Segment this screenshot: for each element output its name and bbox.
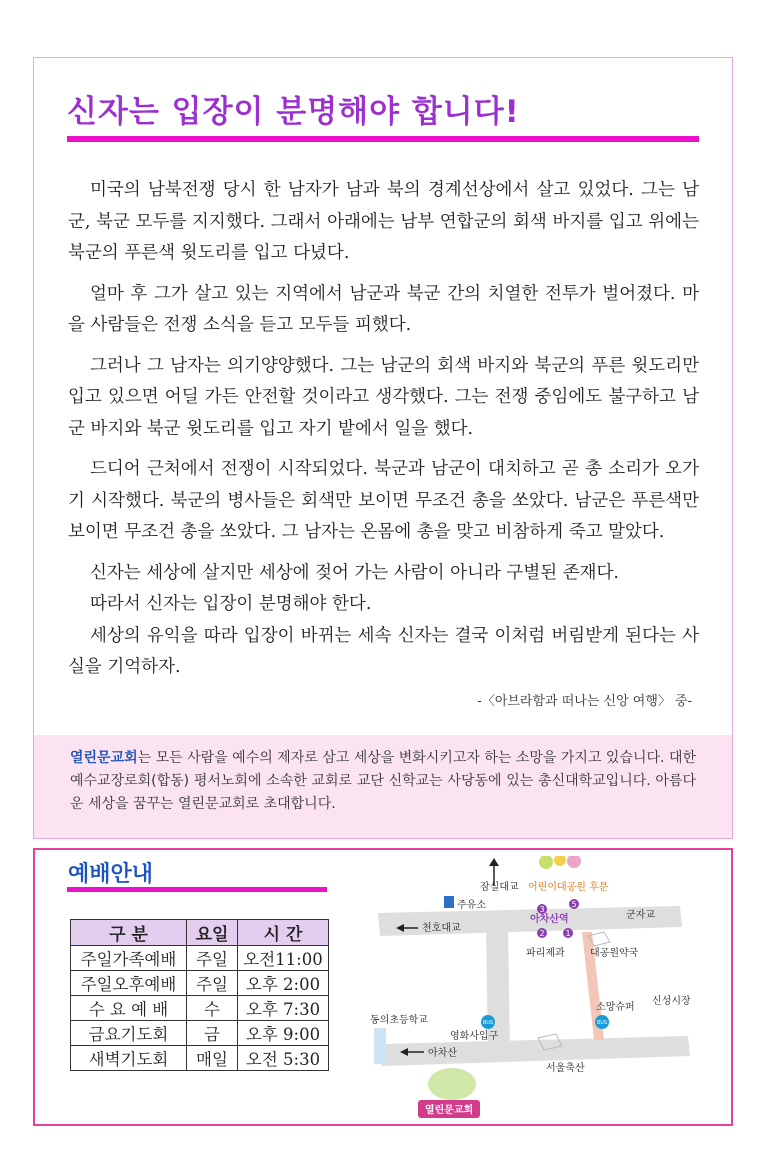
paragraph: 미국의 남북전쟁 당시 한 남자가 남과 북의 경계선상에서 살고 있었다. 그는 남군, 북군 모두를 지지했다. 그래서 아래에는 남부 연합군의 회색 바지를 입고 위에는 북군의 푸른색 윗도리를 입고 다녔다. [68, 180, 699, 263]
paragraph: 신자는 세상에 살지만 세상에 젖어 가는 사람이 아니라 구별된 존재다. [90, 562, 619, 583]
map-label-butcher: 서울축산 [546, 1063, 585, 1074]
bus-label: BUS [596, 1020, 608, 1026]
exit-number: 3 [539, 905, 545, 914]
service-name: 주일가족예배 [71, 946, 187, 971]
worship-schedule-table [70, 919, 329, 1071]
service-name: 수 요 예 배 [71, 996, 187, 1021]
table-row [71, 971, 329, 996]
map-label-achasan: 아차산 [428, 1048, 457, 1059]
worship-title: 예배안내 [68, 862, 154, 887]
service-time: 오전 5:30 [238, 1046, 329, 1071]
exit-number: 1 [565, 929, 571, 938]
map-label-pharmacy: 대공원약국 [590, 948, 639, 959]
paragraph: 그러나 그 남자는 의기양양했다. 그는 남군의 회색 바지와 북군의 푸른 윗도리만 입고 있으면 어딜 가든 안전할 것이라고 생각했다. 그는 전쟁 중임에도 불구하고 남군 바지와 북군 윗도리를 입고 자기 밭에서 일을 했다. [68, 355, 699, 439]
church-name: 열린문교회 [70, 750, 138, 766]
article-source: -〈아브라함과 떠나는 신앙 여행〉 중- [477, 694, 692, 709]
bus-label: BUS [482, 1020, 494, 1026]
map-label-entrance: 영화사입구 [450, 1031, 499, 1042]
service-time: 오후 2:00 [238, 971, 329, 996]
tree-icon [554, 856, 566, 866]
table-row [71, 1021, 329, 1046]
gas-station-icon [444, 896, 454, 908]
church-illustration-icon [428, 1068, 476, 1100]
church-intro [34, 735, 732, 838]
exit-number: 5 [571, 900, 577, 909]
location-map [360, 856, 720, 1122]
exit-number: 2 [539, 929, 545, 938]
map-label-jamsil: 잠실대교 [480, 882, 519, 893]
service-day: 수 [187, 996, 238, 1021]
paragraph: 드디어 근처에서 전쟁이 시작되었다. 북군과 남군이 대치하고 곧 총 소리가 오가기 시작했다. 북군의 병사들은 회색만 보이면 무조건 총을 쏘았다. 남군은 푸른색만 보이면 무조건 총을 쏘았다. 그 남자는 온몸에 총을 맞고 비참하게 죽고 말았다. [68, 459, 699, 542]
service-name: 주일오후예배 [71, 971, 187, 996]
service-time: 오후 9:00 [238, 1021, 329, 1046]
tree-icon [539, 856, 553, 869]
table-row [71, 996, 329, 1021]
header-category: 구 분 [71, 920, 187, 946]
paragraph: 얼마 후 그가 살고 있는 지역에서 남군과 북군 간의 치열한 전투가 벌어졌다. 마을 사람들은 전쟁 소식을 듣고 모두들 피했다. [68, 283, 699, 335]
church-label: 열린문교회 [424, 1105, 474, 1116]
map-road-side [374, 1028, 386, 1064]
map-label-paris: 파리제과 [526, 948, 565, 959]
map-label-cheonho: 천호대교 [422, 923, 461, 934]
title-underline [67, 136, 699, 142]
paragraph: 세상의 유익을 따라 입장이 바뀌는 세속 신자는 결국 이처럼 버림받게 된다는 사실을 기억하자. [68, 625, 699, 677]
map-label-gas: 주유소 [457, 900, 486, 911]
map-label-station: 아차산역 [530, 914, 569, 925]
service-day: 매일 [187, 1046, 238, 1071]
worship-underline [67, 887, 327, 892]
table-row [71, 946, 329, 971]
flower-icon [567, 856, 581, 868]
map-label-somang: 소망슈퍼 [596, 1002, 635, 1013]
map-label-park: 어린이대공원 후문 [528, 882, 609, 893]
service-name: 새벽기도회 [71, 1046, 187, 1071]
paragraph: 따라서 신자는 입장이 분명해야 한다. [90, 594, 372, 614]
map-label-market: 신성시장 [652, 996, 691, 1007]
map-label-gunja: 군자교 [626, 910, 655, 921]
table-header-row [71, 920, 329, 946]
service-name: 금요기도회 [71, 1021, 187, 1046]
intro-text: 는 모든 사람을 예수의 제자로 삼고 세상을 변화시키고자 하는 소망을 가지고 있습니다. 대한예수교장로회(합동) 평서노회에 소속한 교회로 교단 신학교는 사당동에 있는 총신대학교입니다. 아름다운 세상을 꿈꾸는 열린문교회로 초대합니다. [70, 750, 696, 812]
service-day: 주일 [187, 946, 238, 971]
header-day: 요일 [187, 920, 238, 946]
service-day: 주일 [187, 971, 238, 996]
table-row [71, 1046, 329, 1071]
map-label-school: 동의초등학교 [370, 1015, 428, 1026]
service-time: 오후 7:30 [238, 996, 329, 1021]
service-day: 금 [187, 1021, 238, 1046]
service-time: 오전11:00 [238, 946, 329, 971]
article-body [68, 175, 699, 684]
north-arrowhead-icon [489, 858, 499, 866]
header-time: 시 간 [238, 920, 329, 946]
article-title: 신자는 입장이 분명해야 합니다! [67, 94, 520, 130]
